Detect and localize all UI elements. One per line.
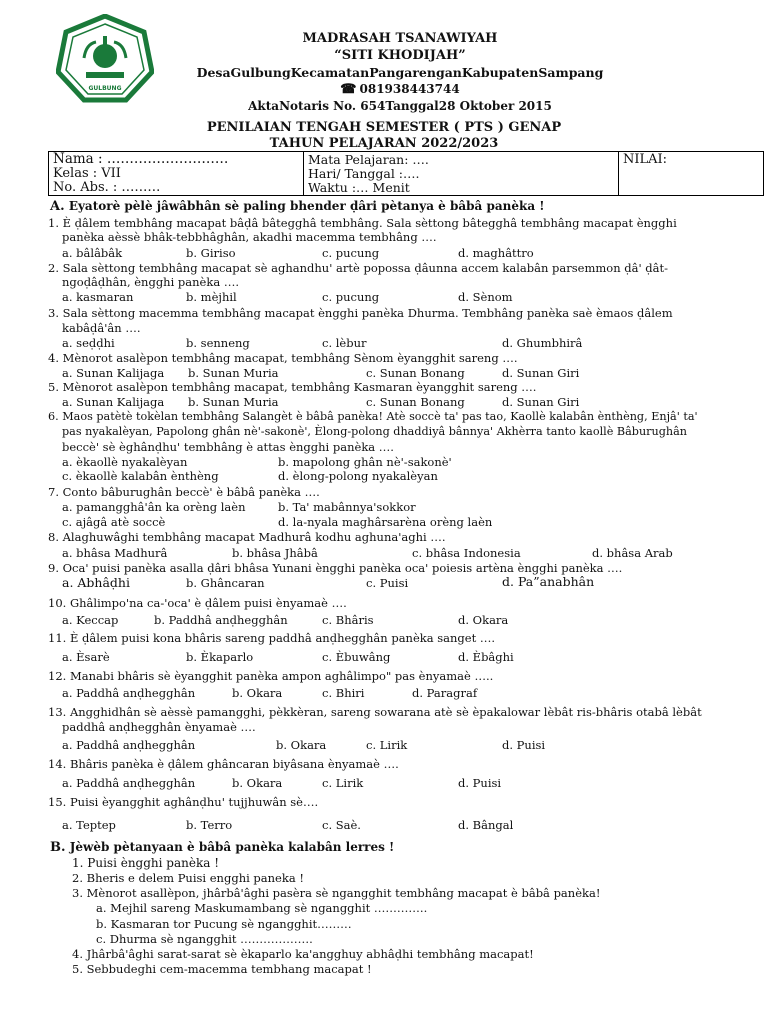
question-2-line-1: 2. Sala sèttong tembhâng macapat sè aghandhu' artè popossa ḍâunna accem kalabân parsemmon ḍâ' ḍât- <box>48 261 669 275</box>
question-10: 10. Ghâlimpo'na ca-'oca' è ḍâlem puisi ènyamaè …. <box>48 596 347 610</box>
essay-3-b: b. Kasmaran tor Pucung sè ngangghit……… <box>96 917 352 931</box>
question-12-option-c[interactable]: c. Bhiri <box>322 686 365 700</box>
question-12: 12. Manabi bhâris sè èyangghit panèka ampon aghâlimpo" pas ènyamaè ….. <box>48 669 494 683</box>
question-15-option-a[interactable]: a. Teptep <box>62 818 116 832</box>
question-9-option-c[interactable]: c. Puisi <box>366 576 409 590</box>
question-5-option-d[interactable]: d. Sunan Giri <box>502 395 580 409</box>
question-11-option-b[interactable]: b. Èkaparlo <box>186 650 254 664</box>
question-2-option-b[interactable]: b. mèjhil <box>186 290 237 304</box>
notary-deed: AktaNotaris No. 654Tanggal28 Oktober 2015 <box>248 99 552 113</box>
question-7: 7. Conto bâburughân beccè' è bâbâ panèka …. <box>48 485 320 499</box>
subject-field: Mata Pelajaran: …. <box>308 152 429 167</box>
essay-1: 1. Puisi èngghi panèka ! <box>72 856 220 870</box>
essay-3-a: a. Mejhil sareng Maskumambang sè ngangghit ………….. <box>96 901 428 915</box>
question-1-option-d[interactable]: d. maghâttro <box>458 246 534 260</box>
question-11-option-d[interactable]: d. Èbâghi <box>458 650 514 664</box>
question-9: 9. Oca' puisi panèka asalla ḍâri bhâsa Yunani èngghi panèka oca' poiesis artèna èngghi panèka …. <box>48 561 623 575</box>
exam-title-block <box>0 120 768 152</box>
question-13-line-2: paddhâ anḍhegghân ènyamaè …. <box>62 720 256 734</box>
question-2-option-a[interactable]: a. kasmaran <box>62 290 134 304</box>
question-14: 14. Bhâris panèka è ḍâlem ghâncaran biyâsana ènyamaè …. <box>48 757 399 771</box>
exam-year: TAHUN PELAJARAN 2022/2023 <box>269 136 499 151</box>
question-13-option-d[interactable]: d. Puisi <box>502 738 546 752</box>
question-13-option-c[interactable]: c. Lirik <box>366 738 408 752</box>
student-number-field: No. Abs. : ……… <box>53 180 161 195</box>
question-6-line-3: beccè' sè èghânḍhu' tembhâng è attas èngghi panèka …. <box>62 440 394 454</box>
question-4: 4. Mènorot asalèpon tembhâng macapat, tembhâng Sènom èyangghit sareng …. <box>48 351 518 365</box>
question-7-option-c[interactable]: c. ajâgâ atè soccè <box>62 515 166 529</box>
logo-text: GULBUNG <box>88 85 122 92</box>
question-9-option-a[interactable]: a. Abhâḍhi <box>62 575 130 590</box>
question-3-line-2: kabâḍâ'ân …. <box>62 321 141 335</box>
question-8-option-c[interactable]: c. bhâsa Indonesia <box>412 546 521 560</box>
letterhead <box>0 0 768 113</box>
question-7-option-b[interactable]: b. Ta' mabânnya'sokkor <box>278 500 416 514</box>
question-3-option-d[interactable]: d. Ghumbhirâ <box>502 336 583 350</box>
question-10-option-d[interactable]: d. Okara <box>458 613 509 627</box>
question-12-option-b[interactable]: b. Okara <box>232 686 283 700</box>
question-10-option-c[interactable]: c. Bhâris <box>322 613 374 627</box>
essay-3: 3. Mènorot asallèpon, jhârbâ'âghi pasèra sè ngangghit tembhâng macapat è bâbâ panèka! <box>72 886 601 900</box>
student-class-field: Kelas : VII <box>53 166 121 181</box>
question-1-line-1: 1. È ḍâlem tembhâng macapat bâḍâ bâtegghâ tembhâng. Sala sèttong bâtegghâ tembhâng macapat èngghi <box>48 216 677 230</box>
question-2-line-2: ngoḍâḍhân, èngghi panèka …. <box>62 275 239 289</box>
question-6-option-a[interactable]: a. èkaollè nyakalèyan <box>62 455 188 469</box>
question-10-option-a[interactable]: a. Keccap <box>62 613 119 627</box>
question-6-option-b[interactable]: b. mapolong ghân nè'-sakonè' <box>278 455 452 469</box>
question-10-option-b[interactable]: b. Paddhâ anḍhegghân <box>154 613 288 627</box>
question-8-option-a[interactable]: a. bhâsa Madhurâ <box>62 546 168 560</box>
question-13-option-a[interactable]: a. Paddhâ anḍhegghân <box>62 738 196 752</box>
question-4-option-d[interactable]: d. Sunan Giri <box>502 366 580 380</box>
question-1-line-2: panèka aèssè bhâk-tebbhâghân, akadhi macemma tembhâng …. <box>62 230 437 244</box>
question-6-option-c[interactable]: c. èkaollè kalabân ènthèng <box>62 469 219 483</box>
question-1-option-a[interactable]: a. bâlâbâk <box>62 246 123 260</box>
subject-info-cell[interactable] <box>304 152 619 196</box>
student-info-table <box>48 151 764 196</box>
question-12-option-a[interactable]: a. Paddhâ anḍhegghân <box>62 686 196 700</box>
section-a-letter: A. <box>50 199 65 214</box>
question-8-option-d[interactable]: d. bhâsa Arab <box>592 546 673 560</box>
question-15-option-d[interactable]: d. Bângal <box>458 818 514 832</box>
score-cell[interactable] <box>619 152 764 196</box>
question-5-option-c[interactable]: c. Sunan Bonang <box>366 395 465 409</box>
essay-4: 4. Jhârbâ'âghi sarat-sarat sè èkaparlo ka'angghuy abhâḍhi tembhâng macapat! <box>72 947 534 961</box>
section-b-title: Jèwèb pètanyaan è bâbâ panèka kalabân lerres ! <box>69 840 395 854</box>
question-14-option-b[interactable]: b. Okara <box>232 776 283 790</box>
section-b-heading <box>50 840 394 855</box>
question-12-option-d[interactable]: d. Paragraf <box>412 686 478 700</box>
question-3-line-1: 3. Sala sèttong macemma tembhâng macapat èngghi panèka Dhurma. Tembhâng panèka saè èmaos ḍâlem <box>48 306 673 320</box>
question-13-option-b[interactable]: b. Okara <box>276 738 327 752</box>
school-logo <box>56 14 154 104</box>
question-6-line-1: 6. Maos patètè tokèlan tembhâng Salangèt è bâbâ panèka! Atè soccè ta' pas tao, Kaollè kalabân ènthèng, Enjâ' ta' <box>48 410 698 423</box>
question-3-option-b[interactable]: b. senneng <box>186 336 250 350</box>
score-label: NILAI: <box>623 152 668 167</box>
school-phone-row <box>180 81 620 98</box>
section-b-letter: B. <box>50 840 66 855</box>
question-14-option-a[interactable]: a. Paddhâ anḍhegghân <box>62 776 196 790</box>
student-name-field: Nama : ……………………… <box>53 151 229 167</box>
student-identity-cell[interactable] <box>49 152 304 196</box>
question-7-option-a[interactable]: a. pamangghâ'ân ka orèng laèn <box>62 500 246 514</box>
question-11-option-c[interactable]: c. Èbuwâng <box>322 650 391 664</box>
question-4-option-c[interactable]: c. Sunan Bonang <box>366 366 465 380</box>
essay-2: 2. Bheris e delem Puisi engghi paneka ! <box>72 871 304 885</box>
question-5: 5. Mènorot asalèpon tembhâng macapat, tembhâng Kasmaran èyangghit sareng …. <box>48 380 537 394</box>
question-9-option-b[interactable]: b. Ghâncaran <box>186 576 265 590</box>
phone-icon: ☎ <box>340 82 357 97</box>
question-15: 15. Puisi èyangghit aghânḍhu' tujjhuwân sè…. <box>48 795 319 809</box>
school-name: “SITI KHODIJAH” <box>334 48 466 63</box>
school-address: DesaGulbungKecamatanPangarenganKabupatenSampang <box>196 65 604 80</box>
question-5-option-a[interactable]: a. Sunan Kalijaga <box>62 395 165 409</box>
question-14-option-d[interactable]: d. Puisi <box>458 776 502 790</box>
question-11-option-a[interactable]: a. Èsarè <box>62 650 110 664</box>
school-type: MADRASAH TSANAWIYAH <box>302 31 498 46</box>
question-1-option-c[interactable]: c. pucung <box>322 246 380 260</box>
section-a-title: Eyatorè pèlè jâwâbhân sè paling bhender ḍâri pètanya è bâbâ panèka ! <box>68 199 545 213</box>
essay-5: 5. Sebbudeghi cem-macemma tembhang macapat ! <box>72 962 372 976</box>
time-field: Waktu :… Menit <box>308 180 410 195</box>
question-8: 8. Alaghuwâghi tembhâng macapat Madhurâ kodhu aghuna'aghi …. <box>48 530 446 544</box>
question-3-option-c[interactable]: c. lèbur <box>322 336 367 350</box>
school-phone: 081938443744 <box>359 82 460 96</box>
question-15-option-b[interactable]: b. Terro <box>186 818 233 832</box>
question-4-option-b[interactable]: b. Sunan Muria <box>188 366 279 380</box>
question-7-option-d[interactable]: d. la-nyala maghârsarèna orèng laèn <box>278 515 493 529</box>
question-4-option-a[interactable]: a. Sunan Kalijaga <box>62 366 165 380</box>
question-15-option-c[interactable]: c. Saè. <box>322 818 361 832</box>
question-3-option-a[interactable]: a. seḍḍhi <box>62 336 115 350</box>
question-11: 11. È ḍâlem puisi kona bhâris sareng paddhâ anḍhegghân panèka sanget …. <box>48 631 496 645</box>
question-2-option-c[interactable]: c. pucung <box>322 290 380 304</box>
section-a-heading <box>50 199 545 214</box>
question-9-option-d[interactable]: d. Pa”anabhân <box>502 574 595 589</box>
question-5-option-b[interactable]: b. Sunan Muria <box>188 395 279 409</box>
question-6-line-2: pas nyakalèyan, Papolong ghân nè'-sakonè', Èlong-polong dhaddiyâ bânnya' Akhèrra tanto kaollè Bâburughân <box>62 425 687 438</box>
question-13-line-1: 13. Angghidhân sè aèssè pamangghi, pèkkèran, sareng sowarana atè sè èpakalowar lèbât ris-bhâris otabâ lèbât <box>48 705 702 719</box>
school-identity <box>180 30 620 115</box>
exam-title: PENILAIAN TENGAH SEMESTER ( PTS ) GENAP <box>206 120 562 135</box>
essay-3-c: c. Dhurma sè ngangghit ………………. <box>96 932 313 946</box>
question-8-option-b[interactable]: b. bhâsa Jhâbâ <box>232 546 318 560</box>
question-2-option-d[interactable]: d. Sènom <box>458 290 513 304</box>
question-6-option-d[interactable]: d. èlong-polong nyakalèyan <box>278 469 438 483</box>
question-14-option-c[interactable]: c. Lirik <box>322 776 364 790</box>
question-1-option-b[interactable]: b. Giriso <box>186 246 236 260</box>
date-field: Hari/ Tanggal :…. <box>308 166 420 181</box>
